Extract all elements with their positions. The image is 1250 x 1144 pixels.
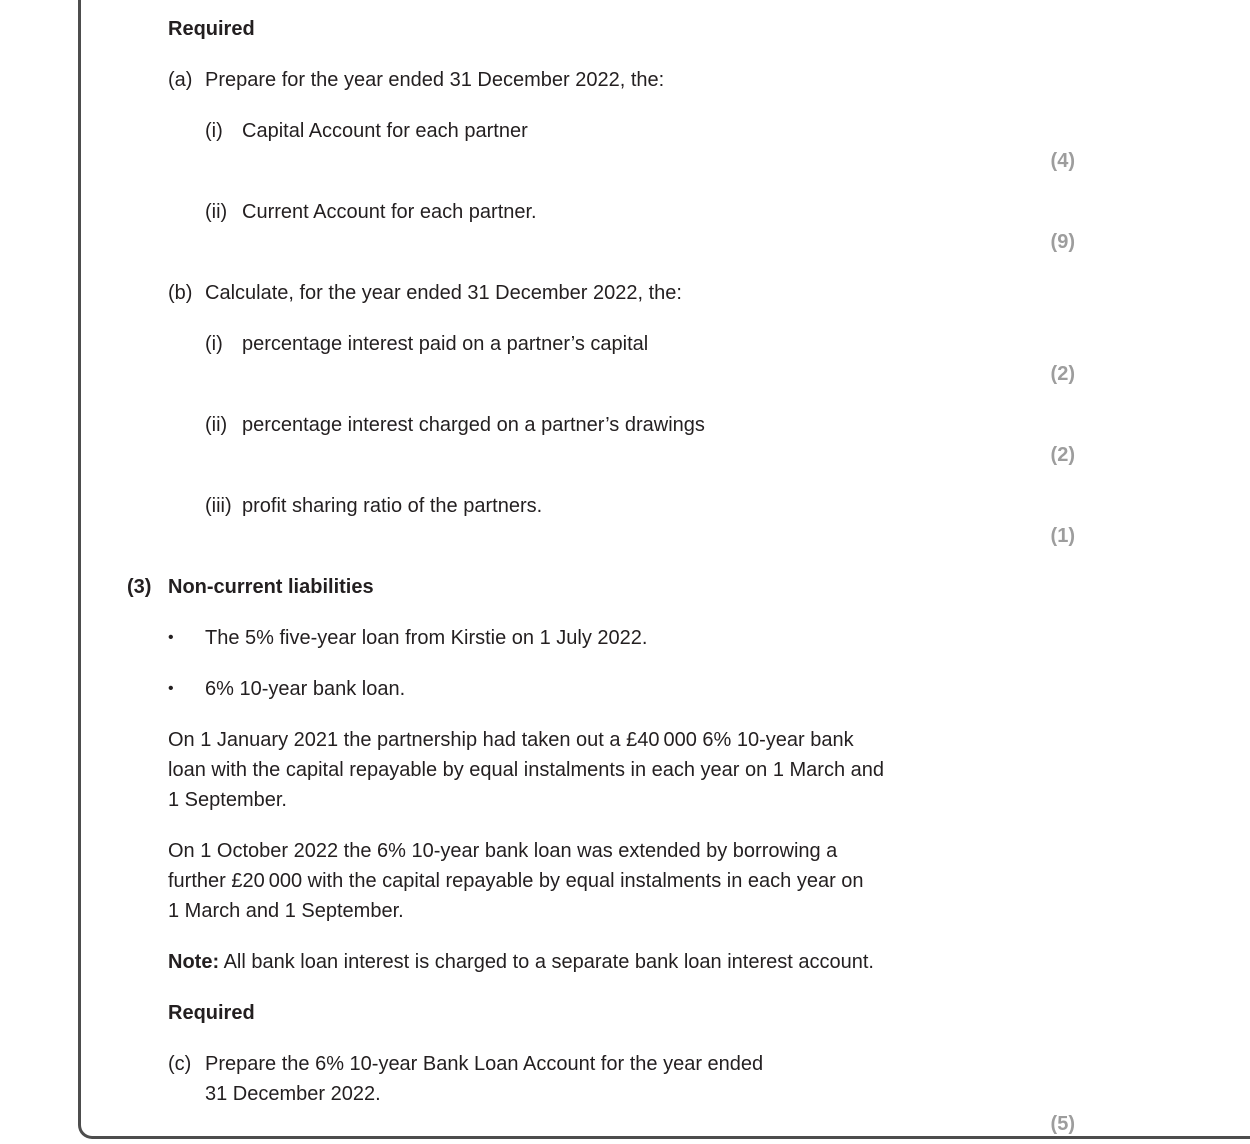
part-b-label: (b) — [168, 282, 193, 304]
part-c-label: (c) — [168, 1053, 192, 1075]
paragraph-line: On 1 January 2021 the partnership had taken out a £40 000 6% 10-year bank — [168, 729, 854, 751]
part-c-row — [168, 1049, 1075, 1109]
note-text: All bank loan interest is charged to a separate bank loan interest account. — [219, 951, 874, 973]
bullet-item-2 — [168, 674, 1075, 704]
bullet-icon: • — [168, 629, 174, 646]
paragraph-line: 1 March and 1 September. — [168, 900, 404, 922]
part-b-item-ii-row — [205, 410, 1075, 440]
marks-b-ii: (2) — [1050, 444, 1075, 466]
marks-c: (5) — [1050, 1113, 1075, 1135]
section-3-heading: Non-current liabilities — [168, 576, 374, 598]
part-a-text: Prepare for the year ended 31 December 2022, the: — [205, 69, 665, 91]
part-a-item-i-row — [205, 116, 1075, 146]
required-heading-1: Required — [168, 18, 255, 40]
paragraph-line: loan with the capital repayable by equal instalments in each year on 1 March and — [168, 759, 884, 781]
paragraph-bank-loan-2021 — [168, 725, 1038, 815]
section-3-number: (3) — [127, 576, 152, 598]
paragraph-line: 1 September. — [168, 789, 287, 811]
part-c-text — [205, 1049, 1075, 1109]
bullet-item-2-text: 6% 10-year bank loan. — [205, 678, 406, 700]
part-b-item-i-label: (i) — [205, 333, 223, 355]
paragraph-bank-loan-2022 — [168, 836, 1038, 926]
part-c-line-1: Prepare the 6% 10-year Bank Loan Account for the year ended — [205, 1053, 764, 1075]
marks-a-i: (4) — [1050, 150, 1075, 172]
bullet-item-1-text: The 5% five-year loan from Kirstie on 1 July 2022. — [205, 627, 648, 649]
paragraph-line: further £20 000 with the capital repayable by equal instalments in each year on — [168, 870, 864, 892]
required-heading-2: Required — [168, 1002, 255, 1024]
part-b-item-i-row — [205, 329, 1075, 359]
part-a-item-i-label: (i) — [205, 120, 223, 142]
part-b-item-iii-row — [205, 491, 1075, 521]
part-b-item-ii-label: (ii) — [205, 414, 228, 436]
marks-b-i: (2) — [1050, 363, 1075, 385]
paragraph-line: On 1 October 2022 the 6% 10-year bank loan was extended by borrowing a — [168, 840, 838, 862]
part-a-row — [168, 65, 1075, 95]
part-a-item-ii-label: (ii) — [205, 201, 228, 223]
part-a-item-ii-text: Current Account for each partner. — [242, 201, 537, 223]
bullet-icon: • — [168, 680, 174, 697]
part-b-item-i-text: percentage interest paid on a partner’s capital — [242, 333, 649, 355]
note-label: Note: — [168, 951, 220, 973]
bullet-item-1 — [168, 623, 1075, 653]
part-b-row — [168, 278, 1075, 308]
marks-b-iii: (1) — [1050, 525, 1075, 547]
part-a-label: (a) — [168, 69, 193, 91]
part-a-item-i-text: Capital Account for each partner — [242, 120, 528, 142]
part-b-item-ii-text: percentage interest charged on a partner’s drawings — [242, 414, 705, 436]
part-c-line-2: 31 December 2022. — [205, 1083, 381, 1105]
section-3-heading-row — [127, 572, 1075, 602]
note-paragraph — [168, 947, 1038, 977]
marks-a-ii: (9) — [1050, 231, 1075, 253]
part-b-item-iii-text: profit sharing ratio of the partners. — [242, 495, 543, 517]
part-b-text: Calculate, for the year ended 31 December 2022, the: — [205, 282, 682, 304]
part-b-item-iii-label: (iii) — [205, 495, 232, 517]
part-a-item-ii-row — [205, 197, 1075, 227]
